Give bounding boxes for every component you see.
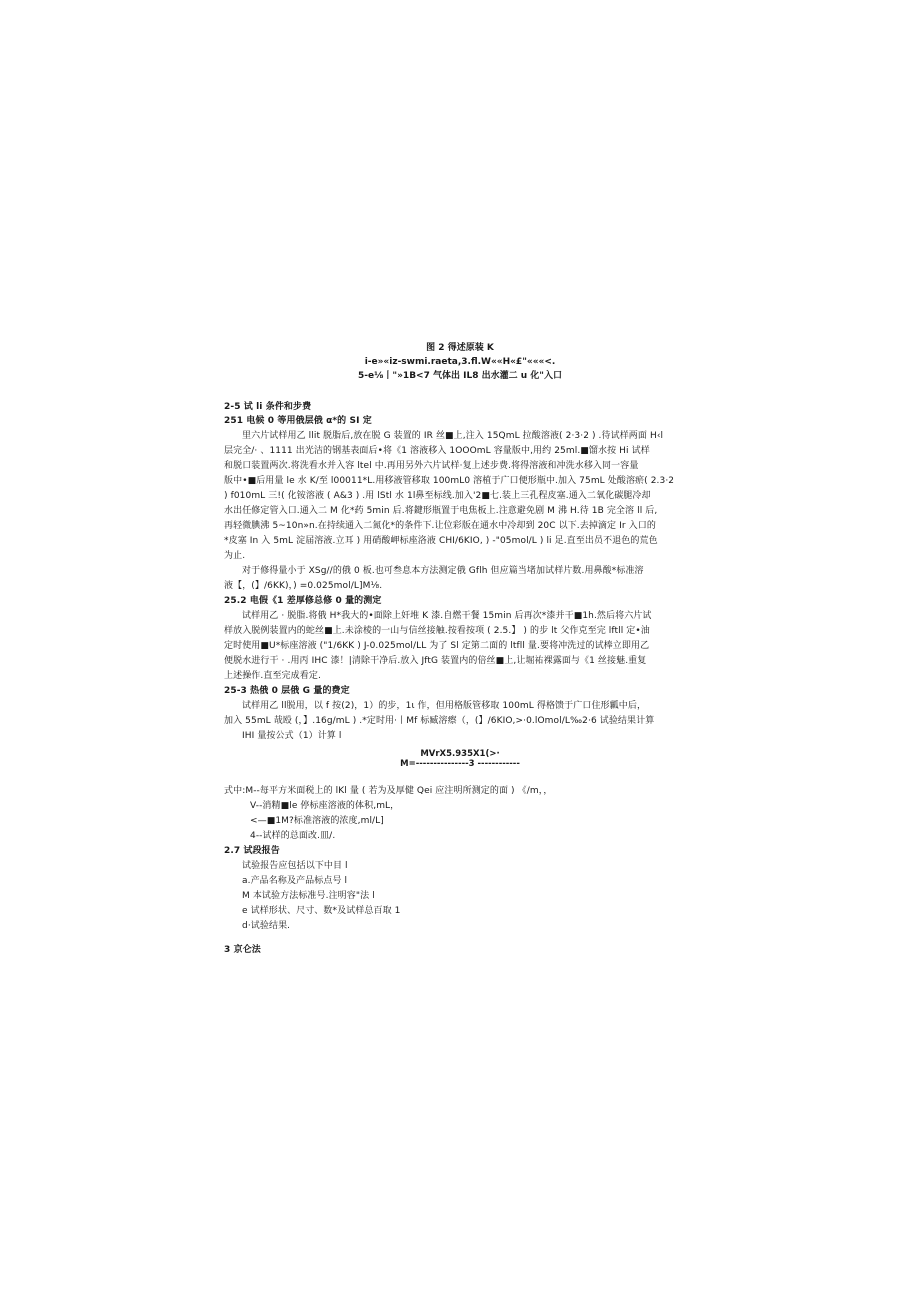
- section-heading-2-7: 2.7 试段报告: [224, 846, 280, 856]
- paragraph-line: *皮塞 In 入 5mL 淀届溶液.立耳 ) 用硝酸岬标座洛液 CHI/6KIO, ) -"05mol/L ) li 足.直至出员不退色的荒色: [224, 536, 658, 546]
- formula-where-a: 4--试样的总面改.皿/.: [250, 831, 336, 841]
- paragraph-line: 对于修得量小于 XSg//的俄 0 板.也可叁息本方法测定俄 Gflh 但应篇当堵加试样片数.用鼻酸*标准溶: [242, 566, 644, 576]
- report-item-d: d·试验结果.: [242, 921, 291, 931]
- paragraph-line: 定时使用■U*标座溶液 ("1/6KK ) J-0.025mol/LL 为了 Sl 定第二面的 ltfll 量.要将冲洗过的试棒立即用乙: [224, 641, 650, 651]
- subsection-heading-2-5-3: 25-3 热俄 0 层俄 G 量的费定: [224, 686, 350, 696]
- figure-caption-line2: i-e»«iz-swmi.raeta,3.fl.W««H«£"«««<.: [364, 357, 556, 367]
- formula-where-intro: 式中:M--每平方米面税上的 lKl 量 ( 若为及厚健 Qei 应注明所测定的面 ) 《/m，，: [224, 786, 553, 796]
- formula-where-v: V--消精■le 停标座溶液的体积,mL，: [250, 801, 400, 811]
- formula-denominator-line: [360, 759, 560, 769]
- figure-caption-title: 图 2 得述原装 K: [426, 343, 494, 353]
- paragraph-line: 层完全/· 、1111 出光洁的钢基表面后•将《1 溶液移入 1OOOmL 容量版中,用约 25ml.■馏水按 Hi 试样: [224, 446, 650, 456]
- paragraph-line: 再轻微腆沸 5~10n»n.在持续通入二氮化*的条件下.让位彩版在通水中冷却到 20C 以下.去掉滴定 Ir 入口的: [224, 521, 656, 531]
- paragraph-line: ) f010mL 三!( 化铵溶液 ( A&3 ) .用 lStl 水 1l鼻至标线.加入'2■七.装上三孔程皮塞.通入二氧化碳腿冷却: [224, 491, 651, 501]
- paragraph-line: 便脱水进行干 · .用丙 IHC 漆！|清除干净后.放入 JftG 装置内的倍丝■上,让堀祐裸露面与《1 丝接魅.重复: [224, 656, 647, 666]
- subsection-heading-2-5-1: 251 电候 0 等用俄层俄 α*的 SI 定: [224, 416, 372, 426]
- paragraph-line: 水出任修定管入口.通入二 M 化*药 5min 后.将鍵形瓶置于电焦板上.注意避免剧 M 沸 H.待 1B 完全溶 ll 后,: [224, 506, 658, 516]
- formula: [360, 749, 560, 769]
- paragraph-line: 上述操作.直至完成看定.: [224, 671, 321, 681]
- formula-where-c: <—■1M?标准溶液的浓度,ml/L]: [250, 816, 384, 826]
- report-intro: 试验报告应包括以下中目 l: [242, 861, 348, 871]
- paragraph-line: 样放入脱例装置内的蛇丝■上.未涂棱的一山与信丝接触.按看按项 ( 2.5.】 ) 的步 lt 父作克至完 lftll 定•油: [224, 626, 650, 636]
- paragraph-line: 试样用乙 ll脱用，以 f 按(2)，1）的步，1ι 作，但用格版管移取 100mL 得格馈于广口住形瓤中后，: [242, 701, 647, 711]
- paragraph-line: 和脱口装置两次.将洗看水并入容 ltel 中.再用另外六片试样·复上述步费.将得溶液和冲洗水移入同一容量: [224, 461, 639, 471]
- paragraph-line: IHI 量按公式（1）计算 l: [242, 731, 342, 741]
- formula-prefix: M=: [400, 759, 416, 769]
- formula-denominator: ---------------3 ------------: [415, 759, 520, 769]
- paragraph-line: 加入 55mL 哉殴 (，】.16g/mL ) .*定时用·丨Mf 标臧溶瘵（，(】/6KIO,>·0.lOmol/L‰2·6 试验结果计算: [224, 716, 655, 726]
- report-item-c: e 试样形状、尺寸、数*及试样总百取 1: [242, 906, 401, 916]
- paragraph-line: 试样用乙 · 脱脂.将俄 H*我大的•面除上奸堆 K 漆.自燃干餐 15min 后再次*漆并干■1h.然后将六片试: [242, 611, 652, 621]
- subsection-heading-2-5-2: 25.2 电假《1 差厚修总修 0 量的测定: [224, 596, 382, 606]
- section-heading-3: 3 京仑法: [224, 945, 261, 955]
- section-heading-2-5: 2-5 试 li 条件和步费: [224, 402, 312, 412]
- figure-caption-legend: 5-e⅛丨"»1B<7 气体出 IL8 出水灌二 u 化"入口: [358, 371, 562, 381]
- paragraph-line: 为止.: [224, 551, 246, 561]
- paragraph-line: 液【，(】/6KK)，) =0.025mol/L]M⅛.: [224, 581, 383, 591]
- paragraph-line: 版中•■后用量 le 水 K/至 l00011*L.用移液管移取 100mL0 溶植于广口便形瓶中.加入 75mL 处酸溶瘀( 2.3·2: [224, 476, 675, 486]
- report-item-b: M 本试验方法标准号.注明容"法 l: [242, 891, 375, 901]
- formula-numerator: MVrX5.935X1(>·: [420, 749, 500, 759]
- paragraph-line: 里六片试样用乙 llit 脱脂后,放在脱 G 装置的 IR 丝■上,注入 15QmL 拉酸溶液( 2·3·2 ) .待试样两面 H‹l: [242, 431, 664, 441]
- report-item-a: a.产品名称及产品标点号 l: [242, 876, 348, 886]
